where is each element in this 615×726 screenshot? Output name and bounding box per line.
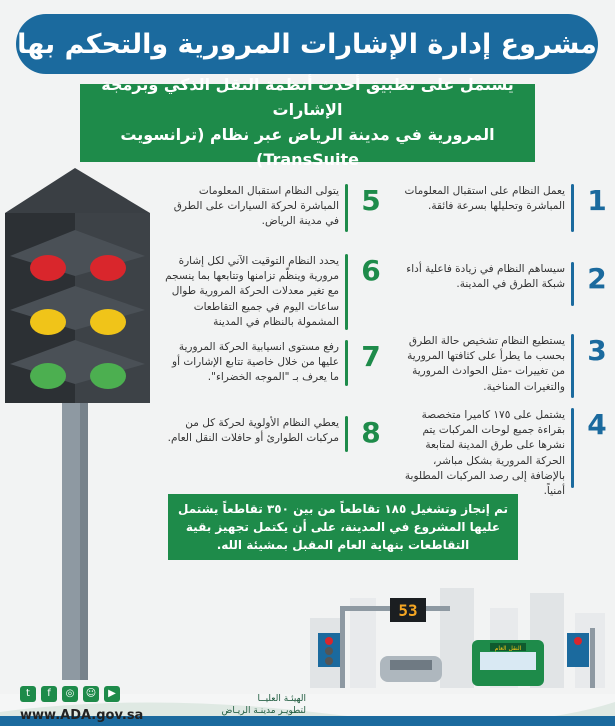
item-text: سيساهم النظام في زيادة فاعلية أداء شبكة الطرق في المدينة. [406, 263, 565, 291]
item-divider [571, 334, 574, 398]
item-number: 1 [587, 184, 607, 217]
social-links [20, 686, 120, 702]
signal-lamp [325, 657, 333, 665]
green-light-left [30, 363, 66, 389]
item-1 [390, 184, 614, 232]
item-text: رفع مستوى انسيابية الحركة المرورية عليها من خلال خاصية تتابع الإشارات أو ما يعرف بـ "الموجه الخضراء". [172, 341, 339, 384]
item-text: يستطيع النظام تشخيص حالة الطرق بحسب ما يطرأ على كثافتها المرورية من تغييرات -مثل الحوادث المرورية والتغيرات المناخية. [407, 335, 565, 393]
snapchat-icon[interactable]: ☺ [83, 686, 99, 702]
youtube-icon[interactable]: ▶ [104, 686, 120, 702]
red-light-left [30, 255, 66, 281]
item-divider [345, 254, 348, 330]
red-light-right [90, 255, 126, 281]
twitter-icon[interactable]: t [20, 686, 36, 702]
item-6 [158, 254, 388, 330]
item-number: 3 [587, 334, 607, 367]
subtitle-line-1: يشتمل على تطبيق أحدث أنظمة النقل الذكي وبرمجة الإشارات [101, 75, 514, 120]
bus-window [480, 652, 536, 670]
item-number: 8 [361, 416, 381, 449]
traffic-light-illustration [0, 168, 160, 680]
car-window [390, 660, 432, 670]
yellow-light-left [30, 309, 66, 335]
instagram-icon[interactable]: ◎ [62, 686, 78, 702]
item-number: 2 [587, 262, 607, 295]
countdown-value: 53 [398, 601, 418, 620]
signal-lamp [325, 647, 333, 655]
item-text: يعطي النظام الأولوية لحركة كل من مركبات الطوارئ أو حافلات النقل العام. [167, 417, 339, 445]
item-text: يحدد النظام التوقيت الآني لكل إشارة مرورية وينظّم تزامنها وتتابعها بما ينسجم مع تغير معدلات الحركة المرورية طوال ساعات اليوم في جميع التقاطعات المشمولة بالنظام في المدينة [165, 255, 339, 328]
subtitle-text [80, 73, 535, 172]
item-number: 6 [361, 254, 381, 287]
subtitle-banner [80, 75, 535, 169]
bus-sign: ﺍﻟﻨﻘﻞ ﺍﻟﻌﺎﻡ [494, 645, 522, 652]
item-number: 7 [361, 340, 381, 373]
pole-shadow [80, 398, 88, 680]
item-divider [571, 262, 574, 306]
organization-name [196, 694, 306, 717]
item-2 [390, 262, 614, 306]
item-text: يعمل النظام على استقبال المعلومات المباشرة وتحليلها بسرعة فائقة. [404, 185, 565, 213]
item-number: 4 [587, 408, 607, 441]
signal-lamp [325, 637, 333, 645]
org-line-1: الهيئـة العليــا [257, 694, 306, 704]
item-divider [345, 340, 348, 386]
progress-note-text: تم إنجاز وتشغيل ١٨٥ تقاطعاً من بين ٣٥٠ تقاطعاً يشتمل عليها المشروع في المدينة، على أن يكتمل تجهيز بقية التقاطعات بنهاية العام المقبل بمشيئة الله. [177, 502, 508, 552]
item-divider [571, 408, 574, 488]
item-3 [390, 334, 614, 398]
facebook-icon[interactable]: f [41, 686, 57, 702]
signal-lamp [574, 637, 582, 645]
yellow-light-right [90, 309, 126, 335]
title-banner [16, 14, 598, 74]
item-divider [345, 416, 348, 452]
green-light-right [90, 363, 126, 389]
item-5 [158, 184, 388, 232]
item-text: يشتمل على ١٧٥ كاميرا متخصصة بقراءة جميع لوحات المركبات يتم نشرها على طرق المدينة لمتابعة الحركة المرورية بشكل مباشر، بالإضافة إلى رصد المركبات المطلوبة أمنياً. [404, 409, 565, 498]
website-link[interactable]: www.ADA.gov.sa [20, 708, 144, 723]
subtitle-line-2: المرورية في مدينة الرياض عبر نظام (ترانسويت TransSuite) [120, 125, 495, 169]
progress-note [168, 494, 518, 560]
item-4 [390, 408, 614, 499]
item-number: 5 [361, 184, 381, 217]
page-title: مشروع إدارة الإشارات المرورية والتحكم بها [17, 28, 597, 60]
item-8 [158, 416, 388, 452]
item-divider [571, 184, 574, 232]
item-text: يتولى النظام استقبال المعلومات المباشرة لحركة السيارات على الطرق في مدينة الرياض. [173, 185, 339, 228]
org-line-2: لتطويـر مدينـة الريـاض [221, 705, 306, 716]
item-7 [158, 340, 388, 386]
item-divider [345, 184, 348, 232]
